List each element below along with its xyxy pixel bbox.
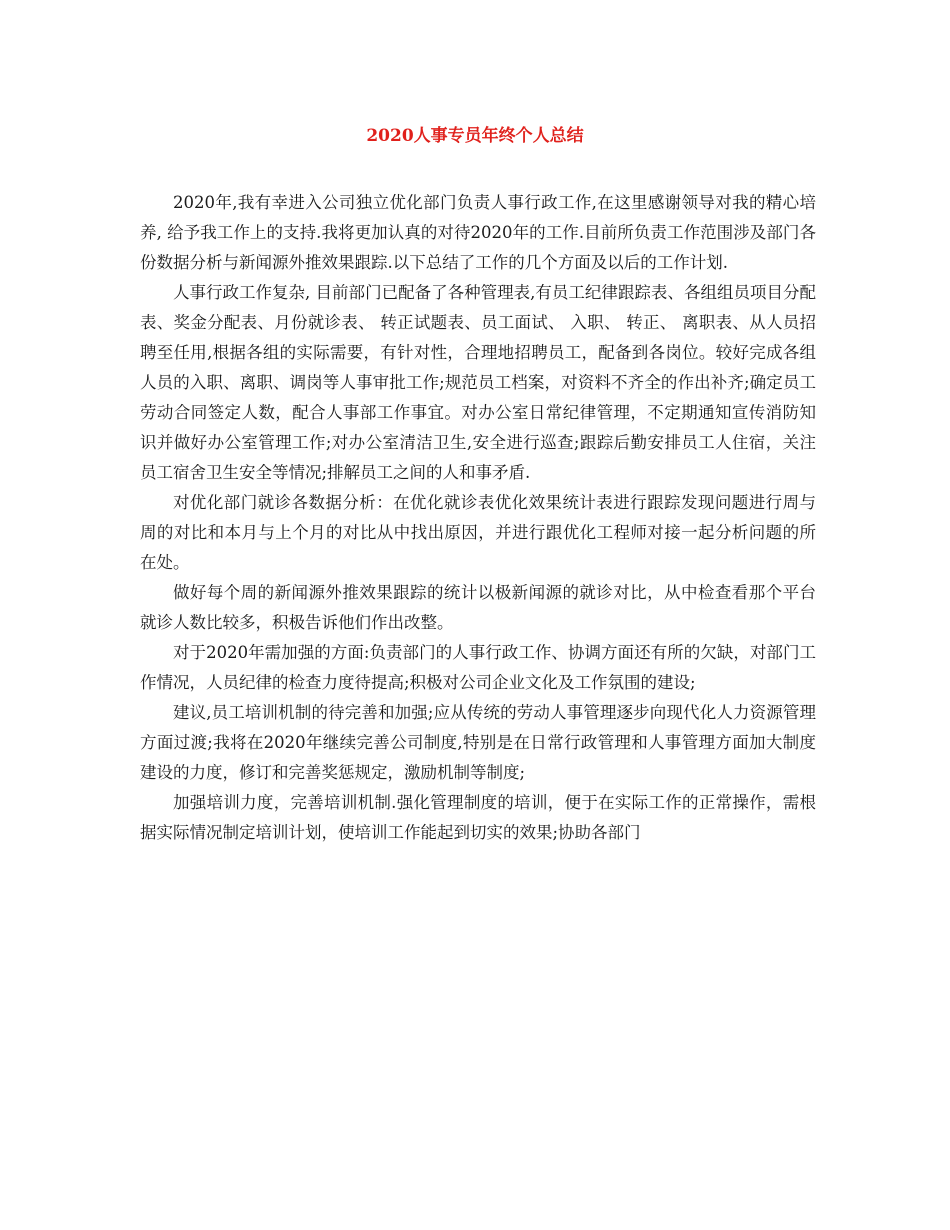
paragraph-hr-admin: 人事行政工作复杂, 目前部门已配备了各种管理表,有员工纪律跟踪表、各组组员项目分配表、奖金分配表、月份就诊表、 转正试题表、员工面试、 入职、 转正、 离职表、从人员招聘至任用,根据各组的实际需要，有针对性，合理地招聘员工，配备到各岗位。较好完成各组人员的入职、离职、调岗等人事审批工作;规范员工档案，对资料不齐全的作出补齐;确定员工劳动合同签定人数，配合人事部工作事宜。对办公室日常纪律管理，不定期通知宣传消防知识并做好办公室管理工作;对办公室清洁卫生,安全进行巡查;跟踪后勤安排员工人住宿，关注员工宿舍卫生安全等情况;排解员工之间的人和事矛盾.: [140, 283, 816, 482]
paragraph-improvements: 对于2020年需加强的方面:负责部门的人事行政工作、协调方面还有所的欠缺，对部门工作情况，人员纪律的检查力度待提高;积极对公司企业文化及工作氛围的建设;: [140, 643, 816, 692]
document-title: 2020人事专员年终个人总结: [366, 126, 584, 146]
paragraph-suggestions: 建议,员工培训机制的待完善和加强;应从传统的劳动人事管理逐步向现代化人力资源管理方面过渡;我将在2020年继续完善公司制度,特别是在日常行政管理和人事管理方面加大制度建设的力度，修订和完善奖惩规定，激励机制等制度;: [140, 703, 816, 782]
paragraph-data-analysis: 对优化部门就诊各数据分析：在优化就诊表优化效果统计表进行跟踪发现问题进行周与周的对比和本月与上个月的对比从中找出原因，并进行跟优化工程师对接一起分析问题的所在处。: [140, 493, 816, 572]
document-body: [140, 188, 816, 848]
paragraph-intro: 2020年,我有幸进入公司独立优化部门负责人事行政工作,在这里感谢领导对我的精心培养, 给予我工作上的支持.我将更加认真的对待2020年的工作.目前所负责工作范围涉及部门各份数据分析与新闻源外推效果跟踪.以下总结了工作的几个方面及以后的工作计划.: [140, 193, 816, 272]
paragraph-news-tracking: 做好每个周的新闻源外推效果跟踪的统计以极新闻源的就诊对比，从中检查看那个平台就诊人数比较多，积极告诉他们作出改整。: [140, 583, 816, 632]
paragraph-training: 加强培训力度，完善培训机制.强化管理制度的培训，便于在实际工作的正常操作，需根据实际情况制定培训计划，使培训工作能起到切实的效果;协助各部门: [140, 793, 816, 842]
